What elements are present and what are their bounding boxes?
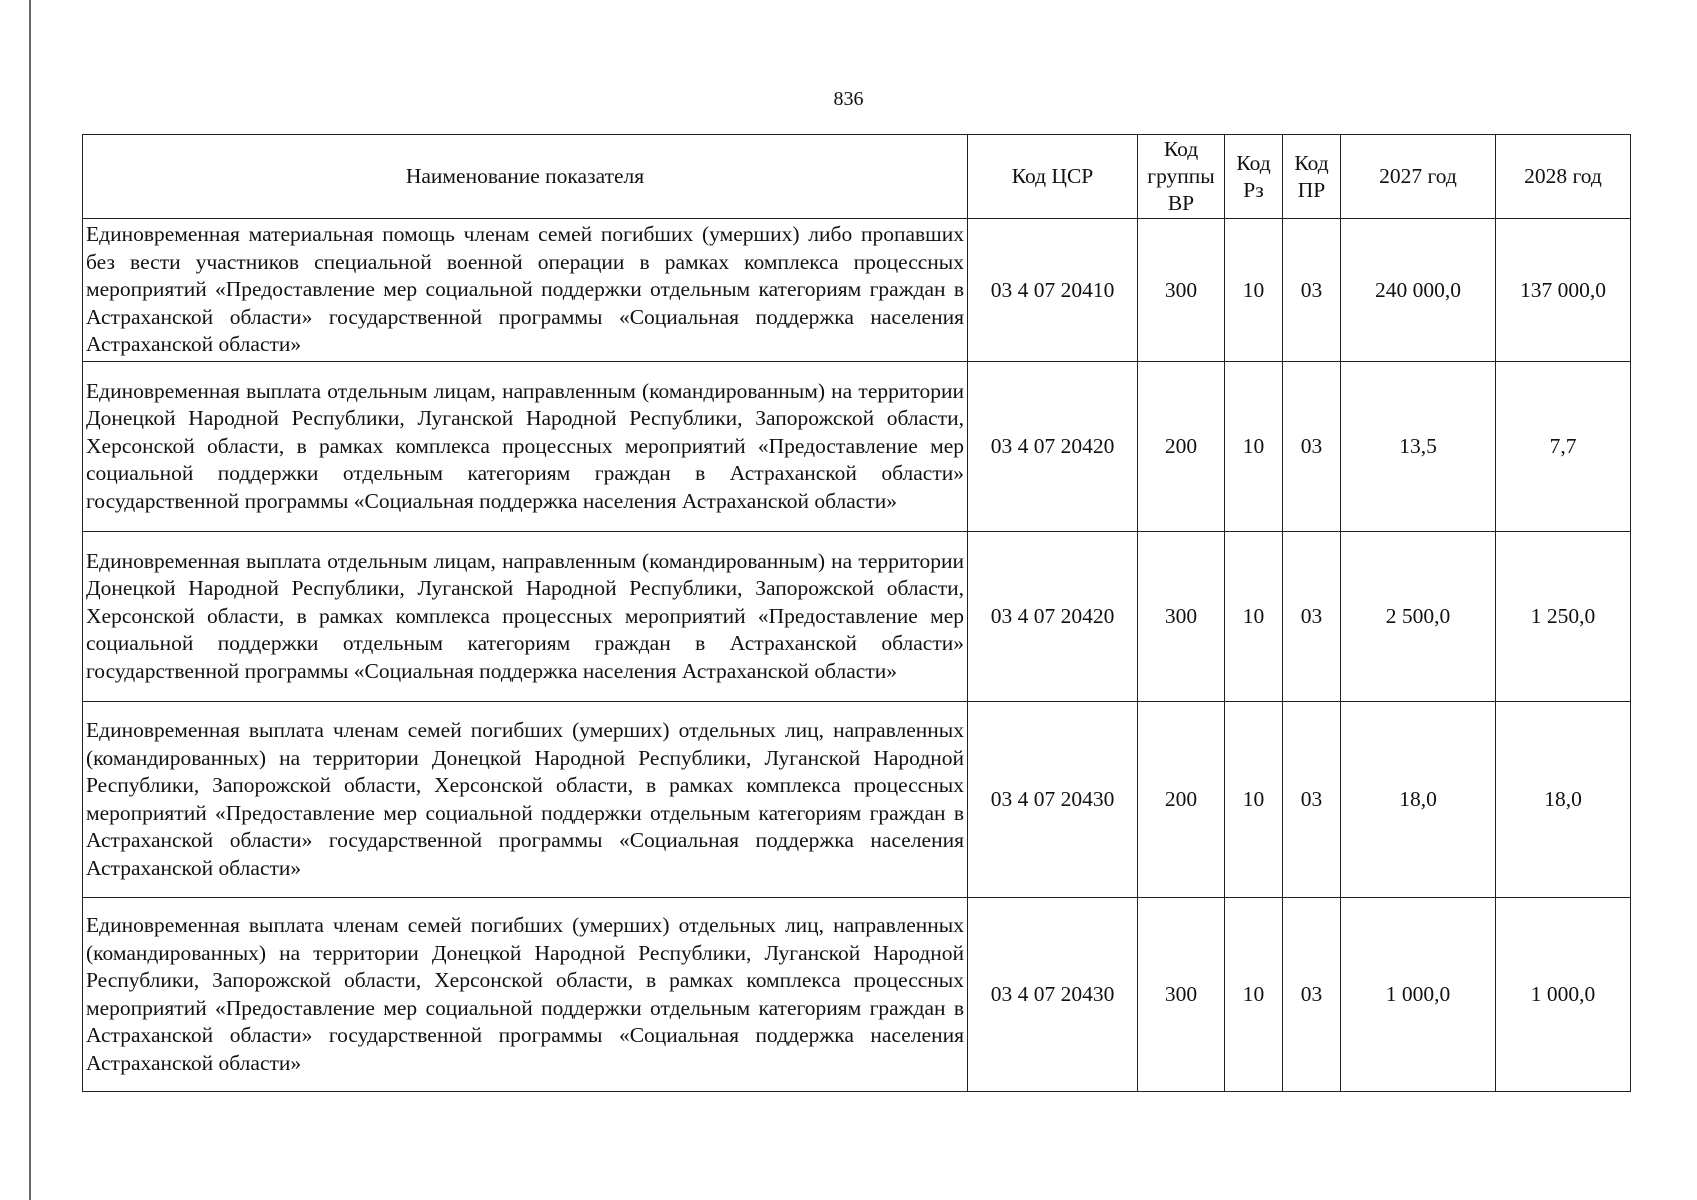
- header-pr: Код ПР: [1283, 135, 1341, 219]
- header-csr: Код ЦСР: [968, 135, 1138, 219]
- row-rz: 10: [1225, 702, 1283, 898]
- row-name: Единовременная выплата членам семей погибших (умерших) отдельных лиц, направленных (командированных) на территории Донецкой Народной Республики, Луганской Народной Республики, Запорожской области, Херсонской области, в рамках комплекса процессных мероприятий «Предоставление мер социальной поддержки отдельным категориям граждан в Астраханской области» государственной программы «Социальная поддержка населения Астраханской области»: [83, 702, 968, 898]
- row-pr: 03: [1283, 362, 1341, 532]
- row-2027: 13,5: [1341, 362, 1496, 532]
- row-2028: 1 250,0: [1496, 532, 1631, 702]
- row-2027: 240 000,0: [1341, 219, 1496, 362]
- row-vr: 300: [1138, 898, 1225, 1092]
- row-csr: 03 4 07 20420: [968, 362, 1138, 532]
- row-rz: 10: [1225, 362, 1283, 532]
- row-rz: 10: [1225, 532, 1283, 702]
- page-margin-line: [29, 0, 31, 1200]
- row-vr: 300: [1138, 532, 1225, 702]
- row-name: Единовременная материальная помощь членам семей погибших (умерших) либо пропавших без вести участников специальной военной операции в рамках комплекса процессных мероприятий «Предоставление мер социальной поддержки отдельным категориям граждан в Астраханской области» государственной программы «Социальная поддержка населения Астраханской области»: [83, 219, 968, 362]
- row-name: Единовременная выплата отдельным лицам, направленным (командированным) на территории Донецкой Народной Республики, Луганской Народной Республики, Запорожской области, Херсонской области, в рамках комплекса процессных мероприятий «Предоставление мер социальной поддержки отдельным категориям граждан в Астраханской области» государственной программы «Социальная поддержка населения Астраханской области»: [83, 532, 968, 702]
- header-2028: 2028 год: [1496, 135, 1631, 219]
- table-row: [83, 219, 1631, 362]
- table-row: [83, 362, 1631, 532]
- row-2028: 7,7: [1496, 362, 1631, 532]
- header-vr: Код группы ВР: [1138, 135, 1225, 219]
- row-vr: 300: [1138, 219, 1225, 362]
- row-rz: 10: [1225, 219, 1283, 362]
- row-pr: 03: [1283, 219, 1341, 362]
- row-vr: 200: [1138, 362, 1225, 532]
- page-number: 836: [833, 88, 864, 110]
- header-rz: Код Рз: [1225, 135, 1283, 219]
- budget-table: [82, 134, 1631, 1092]
- row-2028: 137 000,0: [1496, 219, 1631, 362]
- row-2028: 1 000,0: [1496, 898, 1631, 1092]
- row-pr: 03: [1283, 898, 1341, 1092]
- row-2027: 18,0: [1341, 702, 1496, 898]
- row-vr: 200: [1138, 702, 1225, 898]
- header-name: Наименование показателя: [83, 135, 968, 219]
- row-2027: 2 500,0: [1341, 532, 1496, 702]
- row-csr: 03 4 07 20410: [968, 219, 1138, 362]
- row-csr: 03 4 07 20430: [968, 898, 1138, 1092]
- table-header-row: [83, 135, 1631, 219]
- row-pr: 03: [1283, 532, 1341, 702]
- table-row: [83, 898, 1631, 1092]
- row-rz: 10: [1225, 898, 1283, 1092]
- row-csr: 03 4 07 20430: [968, 702, 1138, 898]
- row-csr: 03 4 07 20420: [968, 532, 1138, 702]
- row-pr: 03: [1283, 702, 1341, 898]
- table-row: [83, 532, 1631, 702]
- row-2027: 1 000,0: [1341, 898, 1496, 1092]
- header-2027: 2027 год: [1341, 135, 1496, 219]
- row-name: Единовременная выплата отдельным лицам, направленным (командированным) на территории Донецкой Народной Республики, Луганской Народной Республики, Запорожской области, Херсонской области, в рамках комплекса процессных мероприятий «Предоставление мер социальной поддержки отдельным категориям граждан в Астраханской области» государственной программы «Социальная поддержка населения Астраханской области»: [83, 362, 968, 532]
- row-name: Единовременная выплата членам семей погибших (умерших) отдельных лиц, направленных (командированных) на территории Донецкой Народной Республики, Луганской Народной Республики, Запорожской области, Херсонской области, в рамках комплекса процессных мероприятий «Предоставление мер социальной поддержки отдельным категориям граждан в Астраханской области» государственной программы «Социальная поддержка населения Астраханской области»: [83, 898, 968, 1092]
- row-2028: 18,0: [1496, 702, 1631, 898]
- table-row: [83, 702, 1631, 898]
